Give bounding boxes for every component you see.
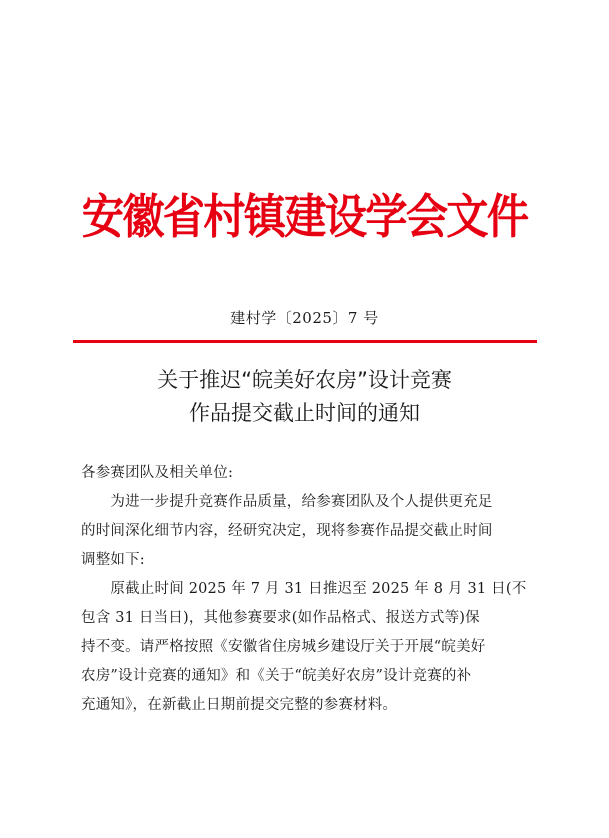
body-line: 包含 31 日当日)，其他参赛要求(如作品格式、报送方式等)保 — [81, 610, 480, 626]
body-line: 调整如下: — [81, 552, 145, 568]
red-divider-line — [73, 340, 537, 343]
document-number: 建村学〔2025〕7 号 — [230, 309, 379, 327]
salutation: 各参赛团队及相关单位: — [81, 465, 234, 481]
issuer-header — [0, 188, 609, 248]
body-line: 为进一步提升竞赛作品质量，给参赛团队及个人提供更充足 — [81, 494, 493, 510]
issuer-header-text: 安徽省村镇建设学会文件 — [81, 190, 528, 245]
body-line: 持不变。请严格按照《安徽省住房城乡建设厅关于开展“皖美好 — [81, 639, 486, 655]
body-line: 充通知》，在新截止日期前提交完整的参赛材料。 — [81, 697, 398, 713]
notice-title-line-2: 作品提交截止时间的通知 — [189, 401, 420, 425]
body-line: 的时间深化细节内容，经研究决定，现将参赛作品提交截止时间 — [81, 523, 493, 539]
body-line: 原截止时间 2025 年 7 月 31 日推迟至 2025 年 8 月 31 日(不 — [81, 581, 527, 597]
body-line: 农房”设计竞赛的通知》和《关于“皖美好农房”设计竞赛的补 — [81, 668, 472, 684]
notice-title-line-1: 关于推迟“皖美好农房”设计竞赛 — [157, 368, 452, 392]
